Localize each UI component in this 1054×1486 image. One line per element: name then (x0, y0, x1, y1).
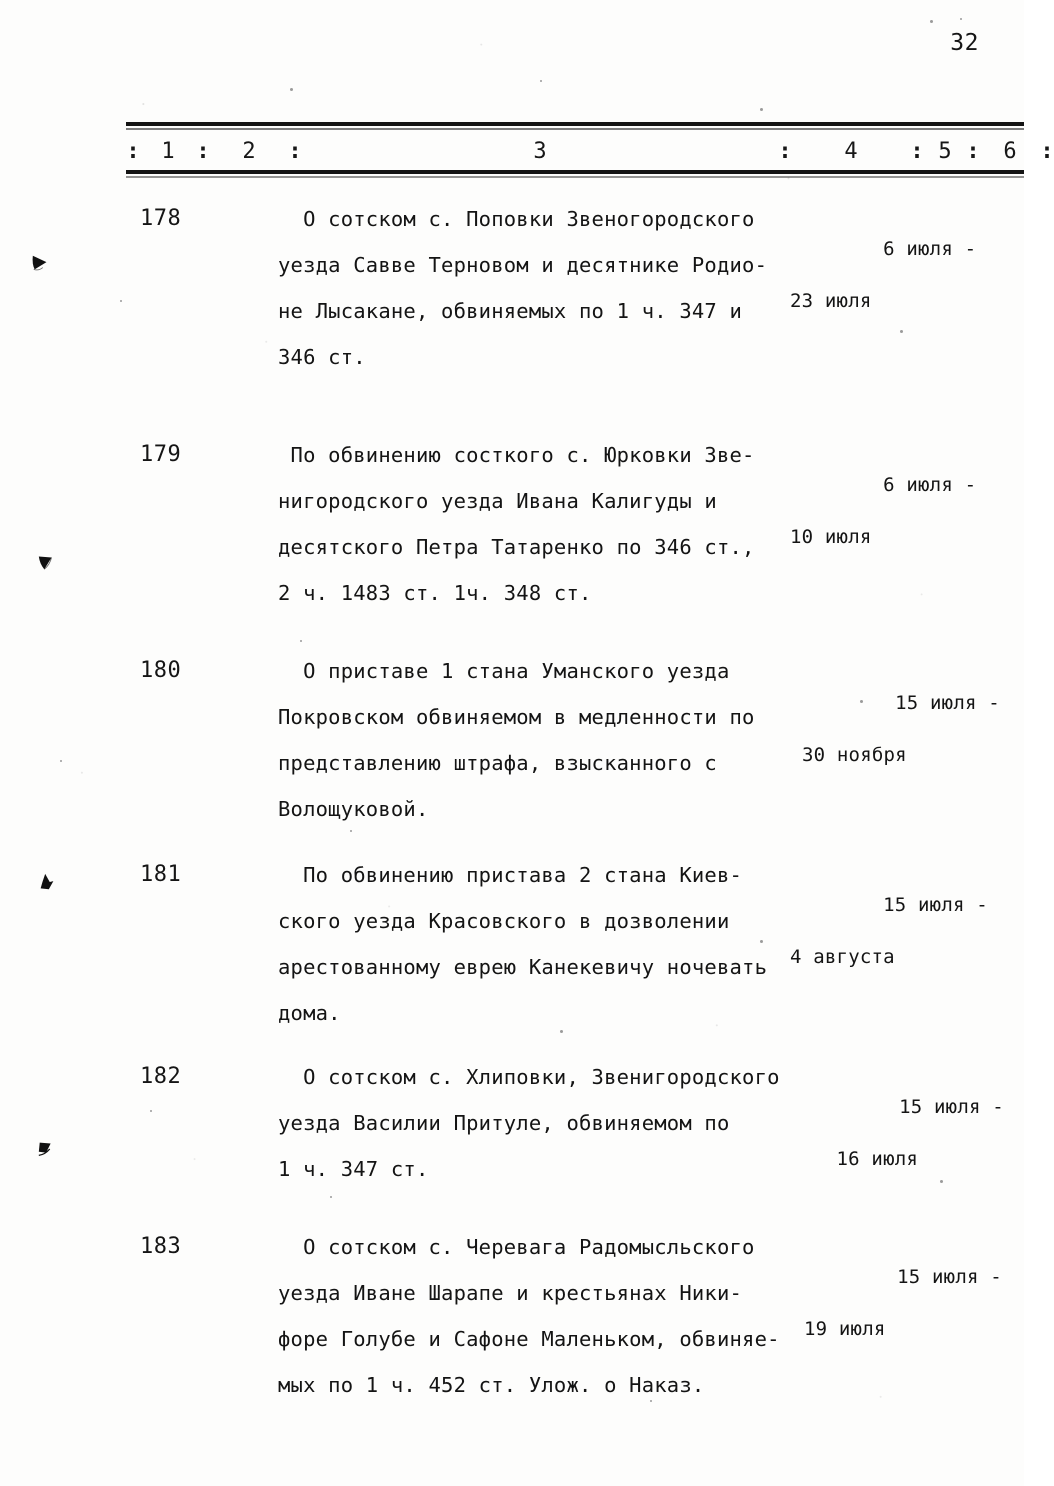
column-separator-0: : (126, 138, 140, 164)
scan-speck (60, 760, 62, 762)
entry-date-from: 15 июля - (897, 1266, 1002, 1288)
column-separator-3: : (778, 138, 792, 164)
entry-line: десятского Петра Татаренко по 346 ст., (278, 535, 755, 559)
entry-number: 180 (140, 658, 182, 683)
margin-ink-mark-2 (36, 552, 58, 572)
entry-line: ского уезда Красовского в дозволении (278, 909, 730, 933)
column-separator-5: : (966, 138, 980, 164)
entry-date-from: 6 июля - (883, 474, 977, 496)
entry-line: Волощуковой. (278, 797, 429, 821)
entry-line: не Лысакане, обвиняемых по 1 ч. 347 и (278, 299, 743, 323)
entry-line: О сотском с. Хлиповки, Звенигородского (278, 1065, 780, 1089)
scan-speck (350, 830, 352, 832)
margin-ink-mark-4 (36, 1139, 58, 1159)
entry-date-from: 15 июля - (883, 894, 988, 916)
scan-speck (940, 1180, 943, 1183)
column-number-6: 6 (1003, 138, 1017, 164)
column-separator-1: : (196, 138, 210, 164)
entry-line: уезда Василии Притуле, обвиняемом по (278, 1111, 730, 1135)
header-column-numbers (126, 132, 1054, 170)
scan-speck (300, 640, 302, 642)
entry-line: дома. (278, 1001, 341, 1025)
entry-line: По обвинению пристава 2 стана Киев- (278, 863, 743, 887)
scan-speck (760, 108, 763, 111)
scan-speck (860, 700, 863, 703)
column-number-5: 5 (938, 138, 952, 164)
header-rule-top (126, 122, 1024, 126)
entry-date-from: 15 июля - (899, 1096, 1004, 1118)
entry-date-to: 30 ноября (802, 744, 907, 766)
scan-speck (900, 330, 903, 333)
entry-date-range (790, 866, 988, 1022)
entry-description (278, 852, 798, 1036)
entry-line: арестованному еврею Канекевичу ночевать (278, 955, 768, 979)
entry-date-range (790, 446, 976, 602)
inventory-entry (0, 196, 1024, 414)
entry-line: форе Голубе и Сафоне Маленьком, обвиняе- (278, 1327, 780, 1351)
column-number-2: 2 (242, 138, 256, 164)
entry-description (278, 1054, 808, 1192)
entry-date-to: 19 июля (804, 1318, 886, 1340)
page-number: 32 (950, 30, 979, 56)
entry-line: 346 ст. (278, 345, 366, 369)
entry-line: О сотском с. Поповки Звеногородского (278, 207, 755, 231)
scan-speck (150, 1110, 152, 1112)
entry-date-range (804, 1238, 1002, 1394)
entry-description (278, 196, 798, 380)
header-rule-top-shadow (126, 128, 1024, 130)
inventory-entry (0, 1034, 1024, 1200)
entry-line: По обвинению состкого с. Юрковки Зве- (278, 443, 755, 467)
scan-speck (120, 300, 122, 302)
entry-number: 182 (140, 1064, 182, 1089)
scan-speck (560, 1030, 563, 1033)
entry-date-to: 23 июля (790, 290, 872, 312)
entry-line: уезда Иване Шарапе и крестьянах Ники- (278, 1281, 743, 1305)
scan-speck (930, 20, 933, 23)
entry-line: О сотском с. Черевага Радомысльского (278, 1235, 755, 1259)
inventory-entry (0, 834, 1024, 1034)
inventory-entry (0, 1200, 1024, 1410)
entry-number: 183 (140, 1234, 182, 1259)
entry-date-from: 15 июля - (895, 692, 1000, 714)
column-number-4: 4 (844, 138, 858, 164)
entry-line: мых по 1 ч. 452 ст. Улож. о Наказ. (278, 1373, 705, 1397)
scan-speck (290, 88, 293, 91)
entry-date-from: 6 июля - (883, 238, 977, 260)
entry-line: нигородского уезда Ивана Калигуды и (278, 489, 717, 513)
entry-date-to: 16 июля (836, 1148, 918, 1170)
entry-line: 2 ч. 1483 ст. 1ч. 348 ст. (278, 581, 592, 605)
column-number-3: 3 (533, 138, 547, 164)
header-rule-bottom-shadow (126, 176, 1024, 178)
scan-speck (330, 1196, 332, 1198)
entry-number: 179 (140, 442, 182, 467)
scan-speck (540, 80, 542, 82)
entry-line: Покровском обвиняемом в медленности по (278, 705, 755, 729)
entry-description (278, 432, 798, 616)
inventory-entry (0, 626, 1024, 834)
entry-number: 178 (140, 206, 182, 231)
header-rule-bottom (126, 170, 1024, 174)
column-separator-2: : (288, 138, 302, 164)
entry-date-range (790, 210, 976, 366)
column-separator-6: : (1040, 138, 1054, 164)
entry-description (278, 648, 798, 832)
entry-date-range (802, 664, 1000, 820)
entry-line: уезда Савве Терновом и десятнике Родио- (278, 253, 768, 277)
entry-number: 181 (140, 862, 182, 887)
scan-speck (760, 940, 763, 943)
inventory-entry (0, 414, 1024, 626)
column-number-1: 1 (161, 138, 175, 164)
entry-description (278, 1224, 818, 1408)
entry-line: представлению штрафа, взысканного с (278, 751, 717, 775)
margin-ink-mark-3 (36, 872, 58, 892)
margin-ink-mark-1 (30, 253, 52, 273)
entry-date-to: 10 июля (790, 526, 872, 548)
table-column-header (126, 122, 1054, 180)
scan-speck (650, 1400, 652, 1402)
inventory-entry-list (0, 196, 1024, 1410)
entry-line: 1 ч. 347 ст. (278, 1157, 429, 1181)
column-separator-4: : (910, 138, 924, 164)
entry-line: О приставе 1 стана Уманского уезда (278, 659, 730, 683)
scan-speck (960, 18, 962, 20)
entry-date-to: 4 августа (790, 946, 895, 968)
